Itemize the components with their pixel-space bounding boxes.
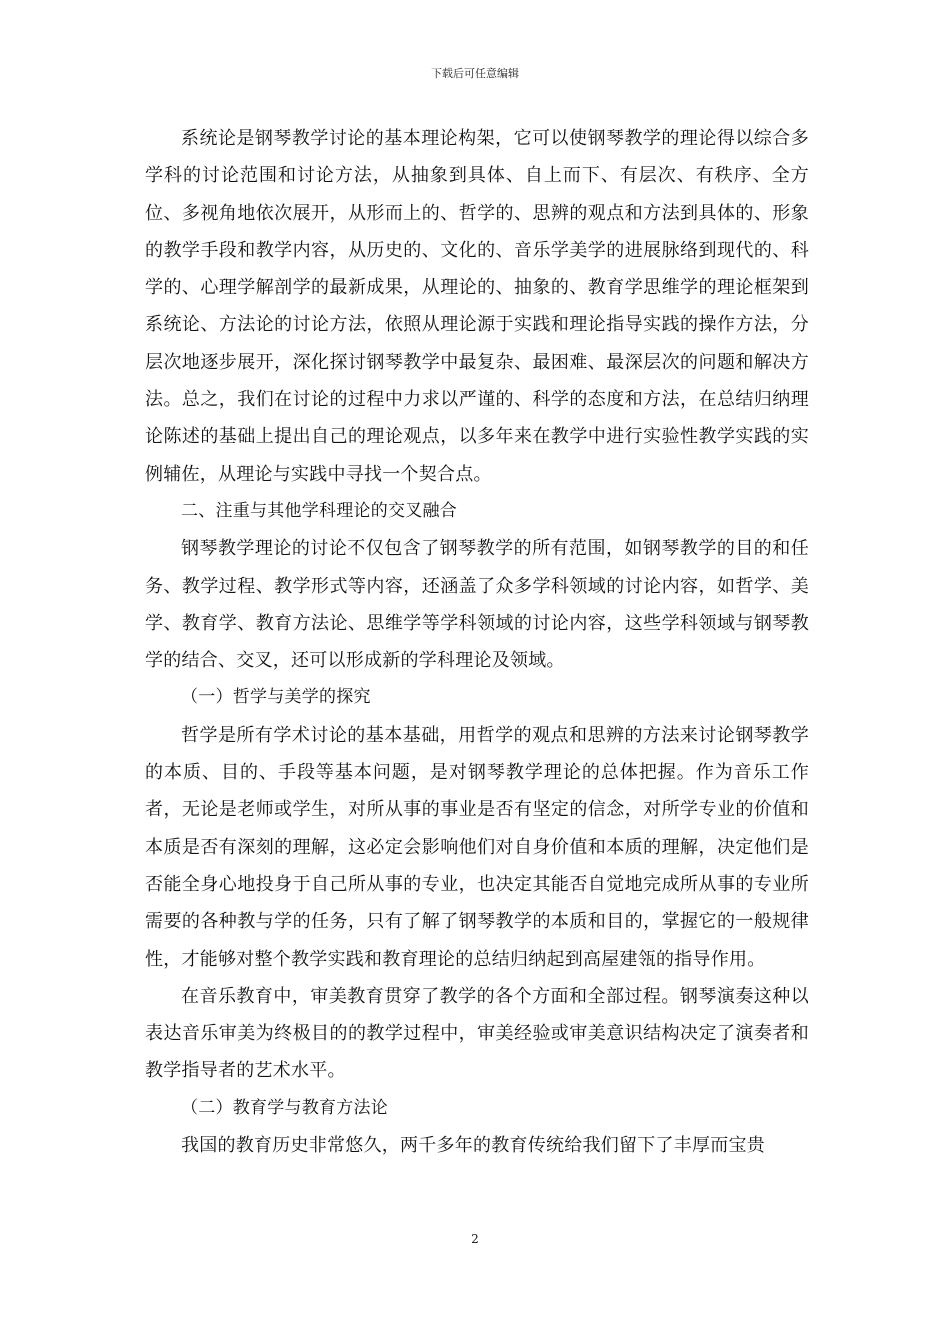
section-heading-interdisciplinary: 二、注重与其他学科理论的交叉融合 [181, 500, 457, 521]
subsection-heading-philosophy: （一）哲学与美学的探究 [181, 687, 371, 708]
paragraph-interdisciplinary: 钢琴教学理论的讨论不仅包含了钢琴教学的所有范围，如钢琴教学的目的和任务、教学过程、教学形式等内容，还涵盖了众多学科领域的讨论内容，如哲学、美学、教育学、教育方法论、思维学等学科领域的讨论内容，这些学科领域与钢琴教学的结合、交叉，还可以形成新的学科理论及领域。 [145, 538, 809, 672]
page-number: 2 [471, 1232, 479, 1246]
subsection-heading-education: （二）教育学与教育方法论 [181, 1097, 388, 1118]
document-body [145, 120, 809, 1164]
page-header-note: 下载后可任意编辑 [431, 67, 519, 80]
paragraph-aesthetics: 在音乐教育中，审美教育贯穿了教学的各个方面和全部过程。钢琴演奏这种以表达音乐审美为终极目的的教学过程中，审美经验或审美意识结构决定了演奏者和教学指导者的艺术水平。 [145, 985, 809, 1082]
paragraph-system-theory: 系统论是钢琴教学讨论的基本理论构架，它可以使钢琴教学的理论得以综合多学科的讨论范围和讨论方法，从抽象到具体、自上而下、有层次、有秩序、全方位、多视角地依次展开，从形而上的、哲学的、思辨的观点和方法到具体的、形象的教学手段和教学内容，从历史的、文化的、音乐学美学的进展脉络到现代的、科学的、心理学解剖学的最新成果，从理论的、抽象的、教育学思维学的理论框架到系统论、方法论的讨论方法，依照从理论源于实践和理论指导实践的操作方法，分层次地逐步展开，深化探讨钢琴教学中最复杂、最困难、最深层次的问题和解决方法。总之，我们在讨论的过程中力求以严谨的、科学的态度和方法，在总结归纳理论陈述的基础上提出自己的理论观点，以多年来在教学中进行实验性教学实践的实例辅佐，从理论与实践中寻找一个契合点。 [145, 128, 809, 485]
paragraph-philosophy: 哲学是所有学术讨论的基本基础，用哲学的观点和思辨的方法来讨论钢琴教学的本质、目的、手段等基本问题，是对钢琴教学理论的总体把握。作为音乐工作者，无论是老师或学生，对所从事的事业是否有坚定的信念，对所学专业的价值和本质是否有深刻的理解，这必定会影响他们对自身价值和本质的理解，决定他们是否能全身心地投身于自己所从事的专业，也决定其能否自觉地完成所从事的专业所需要的各种教与学的任务，只有了解了钢琴教学的本质和目的，掌握它的一般规律性，才能够对整个教学实践和教育理论的总结归纳起到高屋建瓴的指导作用。 [145, 724, 809, 970]
paragraph-education-history: 我国的教育历史非常悠久，两千多年的教育传统给我们留下了丰厚而宝贵 [181, 1135, 765, 1157]
